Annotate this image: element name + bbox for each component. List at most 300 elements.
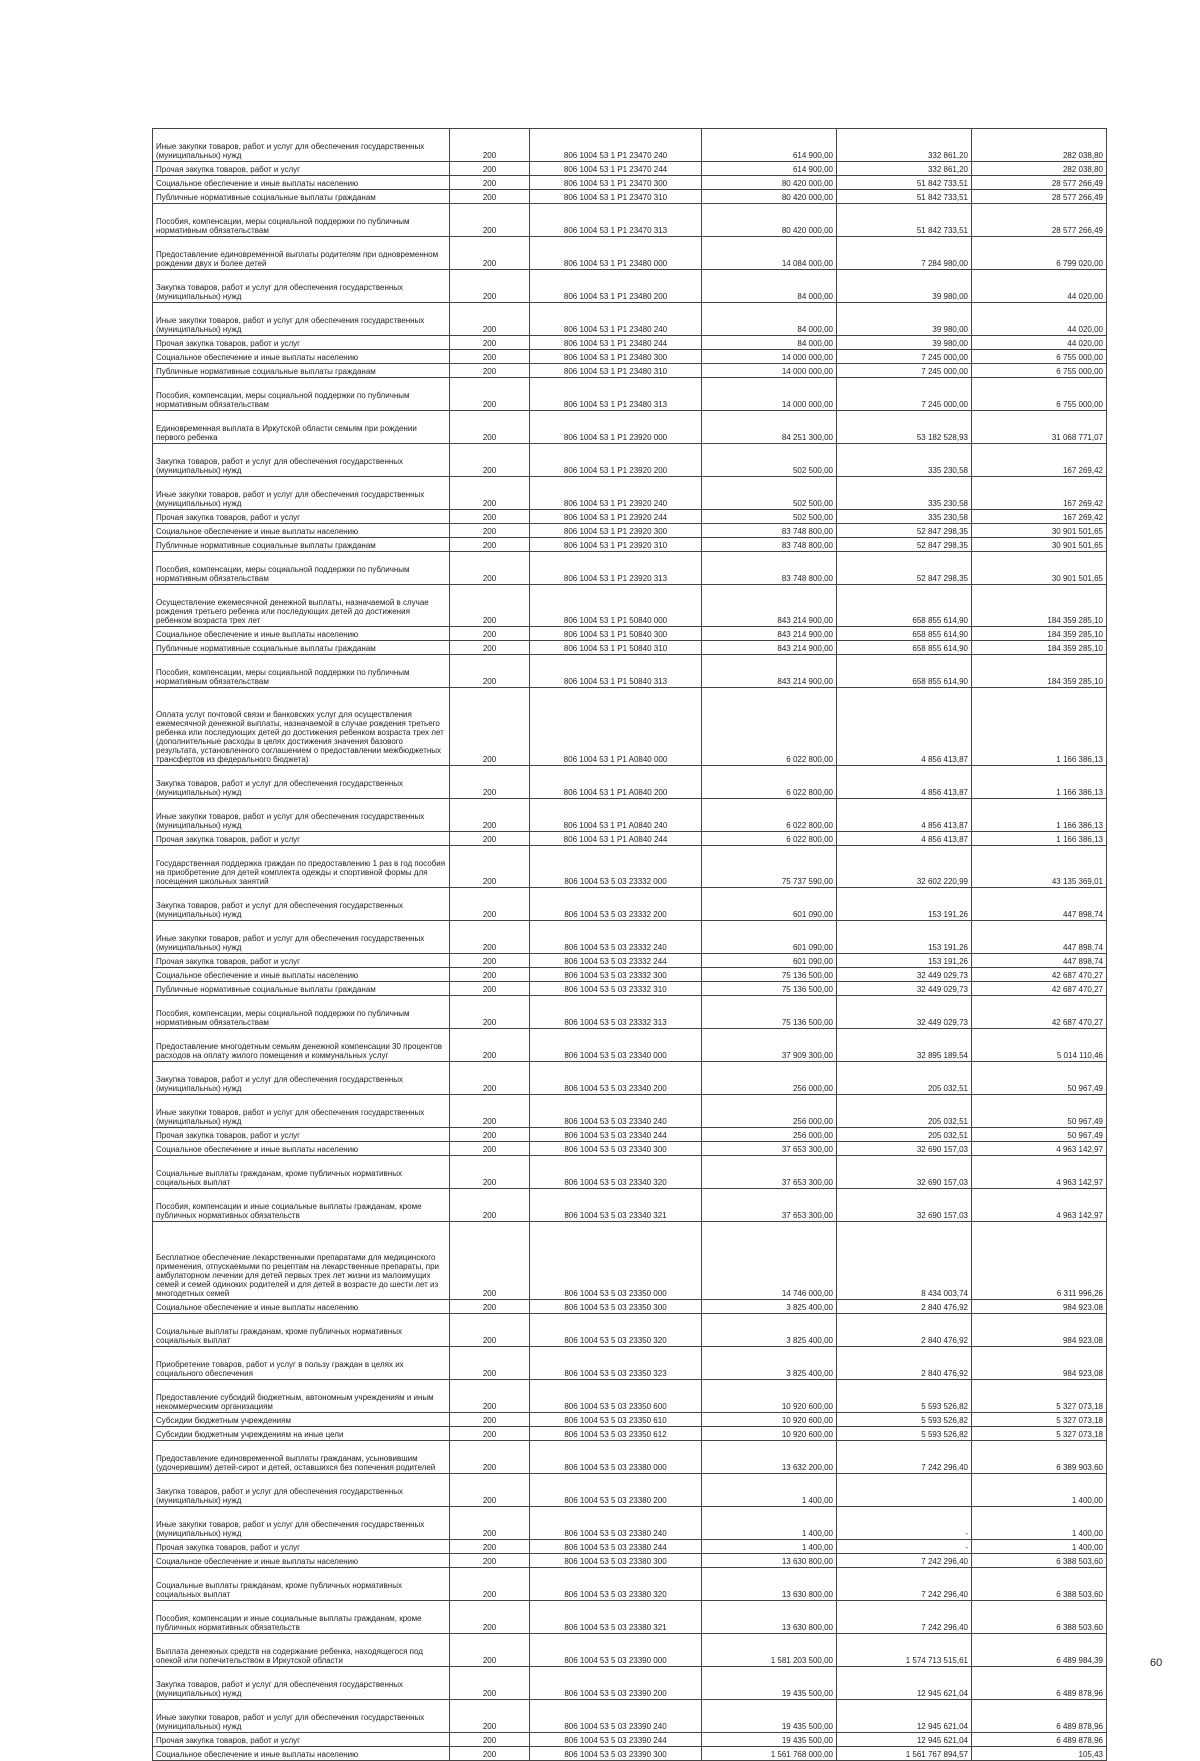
table-row [153, 190, 1107, 204]
row-kbk-cell: 806 1004 53 1 P1 23480 300 [530, 350, 702, 364]
row-name-cell: Прочая закупка товаров, работ и услуг [153, 1733, 450, 1747]
row-code-cell: 200 [450, 921, 530, 954]
row-rest-cell: 1 166 386,13 [972, 766, 1107, 799]
row-rest-cell: 50 967,49 [972, 1062, 1107, 1095]
row-exec-cell: 52 847 298,35 [837, 552, 972, 585]
row-exec-cell: 39 980,00 [837, 303, 972, 336]
row-exec-cell: 7 242 296,40 [837, 1601, 972, 1634]
row-plan-cell: 10 920 600,00 [702, 1380, 837, 1413]
row-plan-cell: 10 920 600,00 [702, 1427, 837, 1441]
table-row [153, 1733, 1107, 1747]
row-exec-cell: 51 842 733,51 [837, 204, 972, 237]
row-name-cell: Закупка товаров, работ и услуг для обеспечения государственных (муниципальных) нужд [153, 1062, 450, 1095]
row-name-cell: Пособия, компенсации, меры социальной поддержки по публичным нормативным обязательствам [153, 996, 450, 1029]
row-kbk-cell: 806 1004 53 5 03 23380 000 [530, 1441, 702, 1474]
row-plan-cell: 10 920 600,00 [702, 1413, 837, 1427]
row-rest-cell: 50 967,49 [972, 1128, 1107, 1142]
row-code-cell: 200 [450, 1413, 530, 1427]
row-exec-cell: 4 856 413,87 [837, 688, 972, 766]
row-name-cell: Пособия, компенсации, меры социальной поддержки по публичным нормативным обязательствам [153, 204, 450, 237]
row-plan-cell: 84 000,00 [702, 270, 837, 303]
table-row [153, 411, 1107, 444]
row-plan-cell: 601 090,00 [702, 888, 837, 921]
table-row [153, 1156, 1107, 1189]
row-exec-cell: 153 191,26 [837, 888, 972, 921]
row-name-cell: Государственная поддержка граждан по предоставлению 1 раз в год пособия на приобретение для детей комплекта одежды и спортивной формы для посещения школьных занятий [153, 846, 450, 888]
row-exec-cell: 32 895 189,54 [837, 1029, 972, 1062]
row-plan-cell: 37 653 300,00 [702, 1156, 837, 1189]
row-code-cell: 200 [450, 1380, 530, 1413]
row-exec-cell: 7 242 296,40 [837, 1568, 972, 1601]
row-rest-cell: 984 923,08 [972, 1300, 1107, 1314]
table-row [153, 996, 1107, 1029]
row-rest-cell: 30 901 501,65 [972, 524, 1107, 538]
row-exec-cell: 12 945 621,04 [837, 1700, 972, 1733]
row-exec-cell: 7 245 000,00 [837, 378, 972, 411]
row-name-cell: Иные закупки товаров, работ и услуг для обеспечения государственных (муниципальных) нужд [153, 921, 450, 954]
row-name-cell: Иные закупки товаров, работ и услуг для обеспечения государственных (муниципальных) нужд [153, 1700, 450, 1733]
row-kbk-cell: 806 1004 53 1 P1 A0840 240 [530, 799, 702, 832]
row-rest-cell: 447 898,74 [972, 921, 1107, 954]
row-exec-cell: 2 840 476,92 [837, 1314, 972, 1347]
row-plan-cell: 614 900,00 [702, 162, 837, 176]
row-exec-cell: 332 861,20 [837, 129, 972, 162]
table-row [153, 921, 1107, 954]
page-number: 60 [1150, 1657, 1163, 1669]
row-name-cell: Социальное обеспечение и иные выплаты населению [153, 176, 450, 190]
row-kbk-cell: 806 1004 53 5 03 23380 320 [530, 1568, 702, 1601]
table-row [153, 350, 1107, 364]
row-rest-cell: 4 963 142,97 [972, 1142, 1107, 1156]
row-code-cell: 200 [450, 552, 530, 585]
row-code-cell: 200 [450, 1540, 530, 1554]
row-exec-cell: 1 561 767 894,57 [837, 1747, 972, 1761]
row-plan-cell: 1 400,00 [702, 1474, 837, 1507]
row-kbk-cell: 806 1004 53 1 P1 50840 313 [530, 655, 702, 688]
row-kbk-cell: 806 1004 53 5 03 23390 244 [530, 1733, 702, 1747]
row-rest-cell: 43 135 369,01 [972, 846, 1107, 888]
row-plan-cell: 3 825 400,00 [702, 1314, 837, 1347]
row-plan-cell: 14 746 000,00 [702, 1222, 837, 1300]
row-plan-cell: 6 022 800,00 [702, 766, 837, 799]
row-rest-cell: 31 068 771,07 [972, 411, 1107, 444]
row-exec-cell: 32 690 157,03 [837, 1189, 972, 1222]
table-row [153, 888, 1107, 921]
row-code-cell: 200 [450, 350, 530, 364]
table-row [153, 655, 1107, 688]
row-name-cell: Прочая закупка товаров, работ и услуг [153, 832, 450, 846]
row-code-cell: 200 [450, 968, 530, 982]
row-rest-cell: 1 400,00 [972, 1540, 1107, 1554]
table-row [153, 204, 1107, 237]
table-row [153, 846, 1107, 888]
row-plan-cell: 80 420 000,00 [702, 176, 837, 190]
row-exec-cell: 52 847 298,35 [837, 538, 972, 552]
row-name-cell: Предоставление единовременной выплаты родителям при одновременном рождении двух и более детей [153, 237, 450, 270]
table-row [153, 378, 1107, 411]
row-rest-cell: 167 269,42 [972, 510, 1107, 524]
row-kbk-cell: 806 1004 53 1 P1 23480 000 [530, 237, 702, 270]
row-rest-cell: 6 311 996,26 [972, 1222, 1107, 1300]
table-row [153, 1062, 1107, 1095]
row-code-cell: 200 [450, 364, 530, 378]
row-name-cell: Прочая закупка товаров, работ и услуг [153, 162, 450, 176]
row-plan-cell: 14 000 000,00 [702, 350, 837, 364]
row-exec-cell: 153 191,26 [837, 921, 972, 954]
table-row [153, 1380, 1107, 1413]
row-plan-cell: 502 500,00 [702, 510, 837, 524]
row-name-cell: Пособия, компенсации, меры социальной поддержки по публичным нормативным обязательствам [153, 378, 450, 411]
row-code-cell: 200 [450, 237, 530, 270]
row-rest-cell: 6 489 878,96 [972, 1733, 1107, 1747]
row-kbk-cell: 806 1004 53 5 03 23332 200 [530, 888, 702, 921]
row-plan-cell: 75 136 500,00 [702, 982, 837, 996]
row-rest-cell: 28 577 266,49 [972, 190, 1107, 204]
row-name-cell: Прочая закупка товаров, работ и услуг [153, 510, 450, 524]
row-name-cell: Социальное обеспечение и иные выплаты населению [153, 524, 450, 538]
row-exec-cell: 335 230,58 [837, 477, 972, 510]
row-kbk-cell: 806 1004 53 1 P1 50840 300 [530, 627, 702, 641]
row-kbk-cell: 806 1004 53 1 P1 23480 310 [530, 364, 702, 378]
row-name-cell: Иные закупки товаров, работ и услуг для обеспечения государственных (муниципальных) нужд [153, 799, 450, 832]
row-plan-cell: 843 214 900,00 [702, 585, 837, 627]
row-name-cell: Предоставление многодетным семьям денежной компенсации 30 процентов расходов на оплату жилого помещения и коммунальных услуг [153, 1029, 450, 1062]
row-plan-cell: 14 000 000,00 [702, 364, 837, 378]
row-code-cell: 200 [450, 176, 530, 190]
row-code-cell: 200 [450, 524, 530, 538]
row-plan-cell: 19 435 500,00 [702, 1733, 837, 1747]
row-name-cell: Публичные нормативные социальные выплаты гражданам [153, 364, 450, 378]
row-kbk-cell: 806 1004 53 5 03 23380 244 [530, 1540, 702, 1554]
row-code-cell: 200 [450, 799, 530, 832]
row-name-cell: Публичные нормативные социальные выплаты гражданам [153, 641, 450, 655]
row-name-cell: Пособия, компенсации, меры социальной поддержки по публичным нормативным обязательствам [153, 552, 450, 585]
row-exec-cell: - [837, 1507, 972, 1540]
row-rest-cell: 44 020,00 [972, 270, 1107, 303]
row-kbk-cell: 806 1004 53 5 03 23332 000 [530, 846, 702, 888]
row-code-cell: 200 [450, 1128, 530, 1142]
row-rest-cell: 28 577 266,49 [972, 176, 1107, 190]
row-plan-cell: 75 136 500,00 [702, 968, 837, 982]
row-rest-cell: 28 577 266,49 [972, 204, 1107, 237]
row-code-cell: 200 [450, 129, 530, 162]
row-code-cell: 200 [450, 655, 530, 688]
row-kbk-cell: 806 1004 53 5 03 23350 000 [530, 1222, 702, 1300]
row-rest-cell: 1 166 386,13 [972, 832, 1107, 846]
row-exec-cell: 332 861,20 [837, 162, 972, 176]
row-exec-cell: 4 856 413,87 [837, 799, 972, 832]
row-rest-cell: 184 359 285,10 [972, 627, 1107, 641]
row-exec-cell: 2 840 476,92 [837, 1300, 972, 1314]
row-kbk-cell: 806 1004 53 1 P1 50840 310 [530, 641, 702, 655]
row-exec-cell: 5 593 526,82 [837, 1427, 972, 1441]
table-row [153, 688, 1107, 766]
row-plan-cell: 80 420 000,00 [702, 204, 837, 237]
row-plan-cell: 502 500,00 [702, 444, 837, 477]
row-name-cell: Иные закупки товаров, работ и услуг для обеспечения государственных (муниципальных) нужд [153, 1095, 450, 1128]
row-name-cell: Прочая закупка товаров, работ и услуг [153, 1128, 450, 1142]
row-exec-cell: - [837, 1540, 972, 1554]
row-code-cell: 200 [450, 1601, 530, 1634]
row-plan-cell: 843 214 900,00 [702, 641, 837, 655]
row-rest-cell: 984 923,08 [972, 1314, 1107, 1347]
table-row [153, 1441, 1107, 1474]
row-name-cell: Оплата услуг почтовой связи и банковских услуг для осуществления ежемесячной денежной выплаты, назначаемой в случае рождения третьего ребенка или последующих детей до достижения ребенком возраста трех лет (дополнительные расходы в целях достижения значения базового результата, установленного соглашением о предоставлении межбюджетных трансфертов из федерального бюджета) [153, 688, 450, 766]
row-kbk-cell: 806 1004 53 1 P1 23470 244 [530, 162, 702, 176]
row-code-cell: 200 [450, 954, 530, 968]
row-kbk-cell: 806 1004 53 5 03 23332 244 [530, 954, 702, 968]
row-plan-cell: 1 400,00 [702, 1540, 837, 1554]
row-exec-cell: 335 230,58 [837, 510, 972, 524]
row-exec-cell: 658 855 614,90 [837, 627, 972, 641]
row-name-cell: Закупка товаров, работ и услуг для обеспечения государственных (муниципальных) нужд [153, 270, 450, 303]
row-plan-cell: 37 653 300,00 [702, 1189, 837, 1222]
row-kbk-cell: 806 1004 53 1 P1 23470 240 [530, 129, 702, 162]
row-code-cell: 200 [450, 1733, 530, 1747]
row-kbk-cell: 806 1004 53 1 P1 23920 310 [530, 538, 702, 552]
row-rest-cell: 447 898,74 [972, 888, 1107, 921]
table-row [153, 1413, 1107, 1427]
row-rest-cell: 1 166 386,13 [972, 688, 1107, 766]
row-name-cell: Закупка товаров, работ и услуг для обеспечения государственных (муниципальных) нужд [153, 1474, 450, 1507]
row-exec-cell: 205 032,51 [837, 1062, 972, 1095]
row-kbk-cell: 806 1004 53 1 P1 A0840 200 [530, 766, 702, 799]
row-kbk-cell: 806 1004 53 5 03 23350 600 [530, 1380, 702, 1413]
row-exec-cell: 8 434 003,74 [837, 1222, 972, 1300]
row-plan-cell: 13 632 200,00 [702, 1441, 837, 1474]
row-code-cell: 200 [450, 688, 530, 766]
table-row [153, 954, 1107, 968]
row-name-cell: Прочая закупка товаров, работ и услуг [153, 336, 450, 350]
row-exec-cell: 4 856 413,87 [837, 832, 972, 846]
row-name-cell: Предоставление единовременной выплаты гражданам, усыновившим (удочерившим) детей-сирот и детей, оставшихся без попечения родителей [153, 1441, 450, 1474]
row-code-cell: 200 [450, 1634, 530, 1667]
row-kbk-cell: 806 1004 53 1 P1 23480 200 [530, 270, 702, 303]
row-code-cell: 200 [450, 190, 530, 204]
row-plan-cell: 843 214 900,00 [702, 627, 837, 641]
row-name-cell: Закупка товаров, работ и услуг для обеспечения государственных (муниципальных) нужд [153, 1667, 450, 1700]
row-name-cell: Закупка товаров, работ и услуг для обеспечения государственных (муниципальных) нужд [153, 888, 450, 921]
row-exec-cell: 7 242 296,40 [837, 1554, 972, 1568]
row-kbk-cell: 806 1004 53 5 03 23340 321 [530, 1189, 702, 1222]
row-code-cell: 200 [450, 1507, 530, 1540]
row-code-cell: 200 [450, 510, 530, 524]
table-row [153, 641, 1107, 655]
row-code-cell: 200 [450, 477, 530, 510]
row-exec-cell: 1 574 713 515,61 [837, 1634, 972, 1667]
row-plan-cell: 6 022 800,00 [702, 688, 837, 766]
row-kbk-cell: 806 1004 53 1 P1 23470 300 [530, 176, 702, 190]
table-row [153, 1128, 1107, 1142]
row-name-cell: Закупка товаров, работ и услуг для обеспечения государственных (муниципальных) нужд [153, 444, 450, 477]
row-code-cell: 200 [450, 585, 530, 627]
row-kbk-cell: 806 1004 53 1 P1 50840 000 [530, 585, 702, 627]
row-name-cell: Субсидии бюджетным учреждениям [153, 1413, 450, 1427]
row-name-cell: Пособия, компенсации, меры социальной поддержки по публичным нормативным обязательствам [153, 655, 450, 688]
row-kbk-cell: 806 1004 53 5 03 23332 310 [530, 982, 702, 996]
row-kbk-cell: 806 1004 53 5 03 23380 200 [530, 1474, 702, 1507]
row-kbk-cell: 806 1004 53 5 03 23340 320 [530, 1156, 702, 1189]
row-kbk-cell: 806 1004 53 1 P1 23480 240 [530, 303, 702, 336]
row-rest-cell: 5 327 073,18 [972, 1413, 1107, 1427]
row-plan-cell: 502 500,00 [702, 477, 837, 510]
row-kbk-cell: 806 1004 53 1 P1 23920 240 [530, 477, 702, 510]
table-row [153, 1507, 1107, 1540]
row-rest-cell: 184 359 285,10 [972, 655, 1107, 688]
row-plan-cell: 6 022 800,00 [702, 832, 837, 846]
row-kbk-cell: 806 1004 53 5 03 23390 240 [530, 1700, 702, 1733]
row-rest-cell: 5 327 073,18 [972, 1380, 1107, 1413]
row-plan-cell: 3 825 400,00 [702, 1300, 837, 1314]
row-code-cell: 200 [450, 1474, 530, 1507]
row-plan-cell: 37 653 300,00 [702, 1142, 837, 1156]
row-exec-cell: 53 182 528,93 [837, 411, 972, 444]
table-row [153, 1634, 1107, 1667]
row-kbk-cell: 806 1004 53 5 03 23340 300 [530, 1142, 702, 1156]
row-code-cell: 200 [450, 641, 530, 655]
row-kbk-cell: 806 1004 53 5 03 23380 240 [530, 1507, 702, 1540]
table-row [153, 1347, 1107, 1380]
row-code-cell: 200 [450, 1029, 530, 1062]
row-plan-cell: 13 630 800,00 [702, 1601, 837, 1634]
table-row [153, 552, 1107, 585]
row-exec-cell: 39 980,00 [837, 270, 972, 303]
row-name-cell: Социальное обеспечение и иные выплаты населению [153, 1554, 450, 1568]
row-plan-cell: 83 748 800,00 [702, 538, 837, 552]
row-code-cell: 200 [450, 162, 530, 176]
table-row [153, 799, 1107, 832]
row-name-cell: Приобретение товаров, работ и услуг в пользу граждан в целях их социального обеспечения [153, 1347, 450, 1380]
row-exec-cell: 153 191,26 [837, 954, 972, 968]
row-plan-cell: 614 900,00 [702, 129, 837, 162]
row-rest-cell: 1 166 386,13 [972, 799, 1107, 832]
row-rest-cell: 42 687 470,27 [972, 982, 1107, 996]
table-row [153, 129, 1107, 162]
row-name-cell: Публичные нормативные социальные выплаты гражданам [153, 982, 450, 996]
row-rest-cell: 1 400,00 [972, 1474, 1107, 1507]
row-plan-cell: 1 400,00 [702, 1507, 837, 1540]
row-rest-cell: 6 489 984,39 [972, 1634, 1107, 1667]
row-name-cell: Публичные нормативные социальные выплаты гражданам [153, 538, 450, 552]
table-row [153, 1222, 1107, 1300]
row-exec-cell: 205 032,51 [837, 1095, 972, 1128]
row-rest-cell: 282 038,80 [972, 129, 1107, 162]
row-name-cell: Иные закупки товаров, работ и услуг для обеспечения государственных (муниципальных) нужд [153, 1507, 450, 1540]
table-row [153, 627, 1107, 641]
table-row [153, 1095, 1107, 1128]
row-plan-cell: 84 000,00 [702, 336, 837, 350]
table-row [153, 1314, 1107, 1347]
row-rest-cell: 6 799 020,00 [972, 237, 1107, 270]
row-code-cell: 200 [450, 1222, 530, 1300]
row-exec-cell: 32 449 029,73 [837, 996, 972, 1029]
row-code-cell: 200 [450, 1700, 530, 1733]
row-code-cell: 200 [450, 378, 530, 411]
row-code-cell: 200 [450, 336, 530, 350]
table-row [153, 1029, 1107, 1062]
row-rest-cell: 6 388 503,60 [972, 1568, 1107, 1601]
table-row [153, 510, 1107, 524]
row-kbk-cell: 806 1004 53 5 03 23340 000 [530, 1029, 702, 1062]
row-rest-cell: 4 963 142,97 [972, 1189, 1107, 1222]
row-rest-cell: 6 755 000,00 [972, 350, 1107, 364]
row-exec-cell: 32 449 029,73 [837, 982, 972, 996]
row-rest-cell: 6 489 878,96 [972, 1667, 1107, 1700]
row-plan-cell: 1 581 203 500,00 [702, 1634, 837, 1667]
table-row [153, 444, 1107, 477]
row-kbk-cell: 806 1004 53 5 03 23332 313 [530, 996, 702, 1029]
row-kbk-cell: 806 1004 53 1 P1 A0840 244 [530, 832, 702, 846]
row-kbk-cell: 806 1004 53 5 03 23350 610 [530, 1413, 702, 1427]
row-rest-cell: 4 963 142,97 [972, 1156, 1107, 1189]
row-rest-cell: 6 389 903,60 [972, 1441, 1107, 1474]
row-code-cell: 200 [450, 982, 530, 996]
row-kbk-cell: 806 1004 53 5 03 23350 323 [530, 1347, 702, 1380]
table-row [153, 1554, 1107, 1568]
row-code-cell: 200 [450, 444, 530, 477]
row-plan-cell: 13 630 800,00 [702, 1568, 837, 1601]
row-exec-cell: 52 847 298,35 [837, 524, 972, 538]
table-row [153, 1189, 1107, 1222]
row-name-cell: Осуществление ежемесячной денежной выплаты, назначаемой в случае рождения третьего ребенка или последующих детей до достижения ребенком возраста трех лет [153, 585, 450, 627]
row-plan-cell: 75 136 500,00 [702, 996, 837, 1029]
row-exec-cell: 51 842 733,51 [837, 190, 972, 204]
row-code-cell: 200 [450, 1347, 530, 1380]
row-name-cell: Иные закупки товаров, работ и услуг для обеспечения государственных (муниципальных) нужд [153, 303, 450, 336]
row-code-cell: 200 [450, 1427, 530, 1441]
row-plan-cell: 75 737 590,00 [702, 846, 837, 888]
table-row [153, 766, 1107, 799]
table-row [153, 585, 1107, 627]
row-kbk-cell: 806 1004 53 1 P1 23480 313 [530, 378, 702, 411]
row-plan-cell: 19 435 500,00 [702, 1667, 837, 1700]
row-exec-cell: 7 245 000,00 [837, 350, 972, 364]
row-exec-cell: 5 593 526,82 [837, 1413, 972, 1427]
row-name-cell: Единовременная выплата в Иркутской области семьям при рождении первого ребенка [153, 411, 450, 444]
row-kbk-cell: 806 1004 53 5 03 23380 321 [530, 1601, 702, 1634]
row-plan-cell: 83 748 800,00 [702, 552, 837, 585]
row-kbk-cell: 806 1004 53 1 P1 23920 000 [530, 411, 702, 444]
row-exec-cell: 658 855 614,90 [837, 655, 972, 688]
row-name-cell: Бесплатное обеспечение лекарственными препаратами для медицинского применения, отпускаемыми по рецептам на лекарственные препараты, при амбулаторном лечении для детей первых трех лет жизни из малоимущих семей и семей одиноких родителей и для детей в возрасте до шести лет из многодетных семей [153, 1222, 450, 1300]
row-exec-cell: 7 245 000,00 [837, 364, 972, 378]
row-name-cell: Прочая закупка товаров, работ и услуг [153, 1540, 450, 1554]
row-plan-cell: 601 090,00 [702, 921, 837, 954]
budget-execution-table [152, 128, 1107, 1761]
row-name-cell: Социальное обеспечение и иные выплаты населению [153, 1142, 450, 1156]
row-code-cell: 200 [450, 1667, 530, 1700]
row-exec-cell: 51 842 733,51 [837, 176, 972, 190]
table-row [153, 477, 1107, 510]
row-code-cell: 200 [450, 270, 530, 303]
row-code-cell: 200 [450, 1554, 530, 1568]
row-name-cell: Предоставление субсидий бюджетным, автономным учреждениям и иным некоммерческим организациям [153, 1380, 450, 1413]
row-rest-cell: 105,43 [972, 1747, 1107, 1761]
row-name-cell: Прочая закупка товаров, работ и услуг [153, 954, 450, 968]
row-plan-cell: 256 000,00 [702, 1128, 837, 1142]
row-kbk-cell: 806 1004 53 1 P1 23920 244 [530, 510, 702, 524]
row-name-cell: Социальное обеспечение и иные выплаты населению [153, 968, 450, 982]
row-kbk-cell: 806 1004 53 5 03 23390 200 [530, 1667, 702, 1700]
row-name-cell: Иные закупки товаров, работ и услуг для обеспечения государственных (муниципальных) нужд [153, 129, 450, 162]
row-code-cell: 200 [450, 204, 530, 237]
table-row [153, 270, 1107, 303]
row-name-cell: Социальные выплаты гражданам, кроме публичных нормативных социальных выплат [153, 1156, 450, 1189]
row-plan-cell: 6 022 800,00 [702, 799, 837, 832]
table-row [153, 1427, 1107, 1441]
row-rest-cell: 1 400,00 [972, 1507, 1107, 1540]
table-row [153, 176, 1107, 190]
